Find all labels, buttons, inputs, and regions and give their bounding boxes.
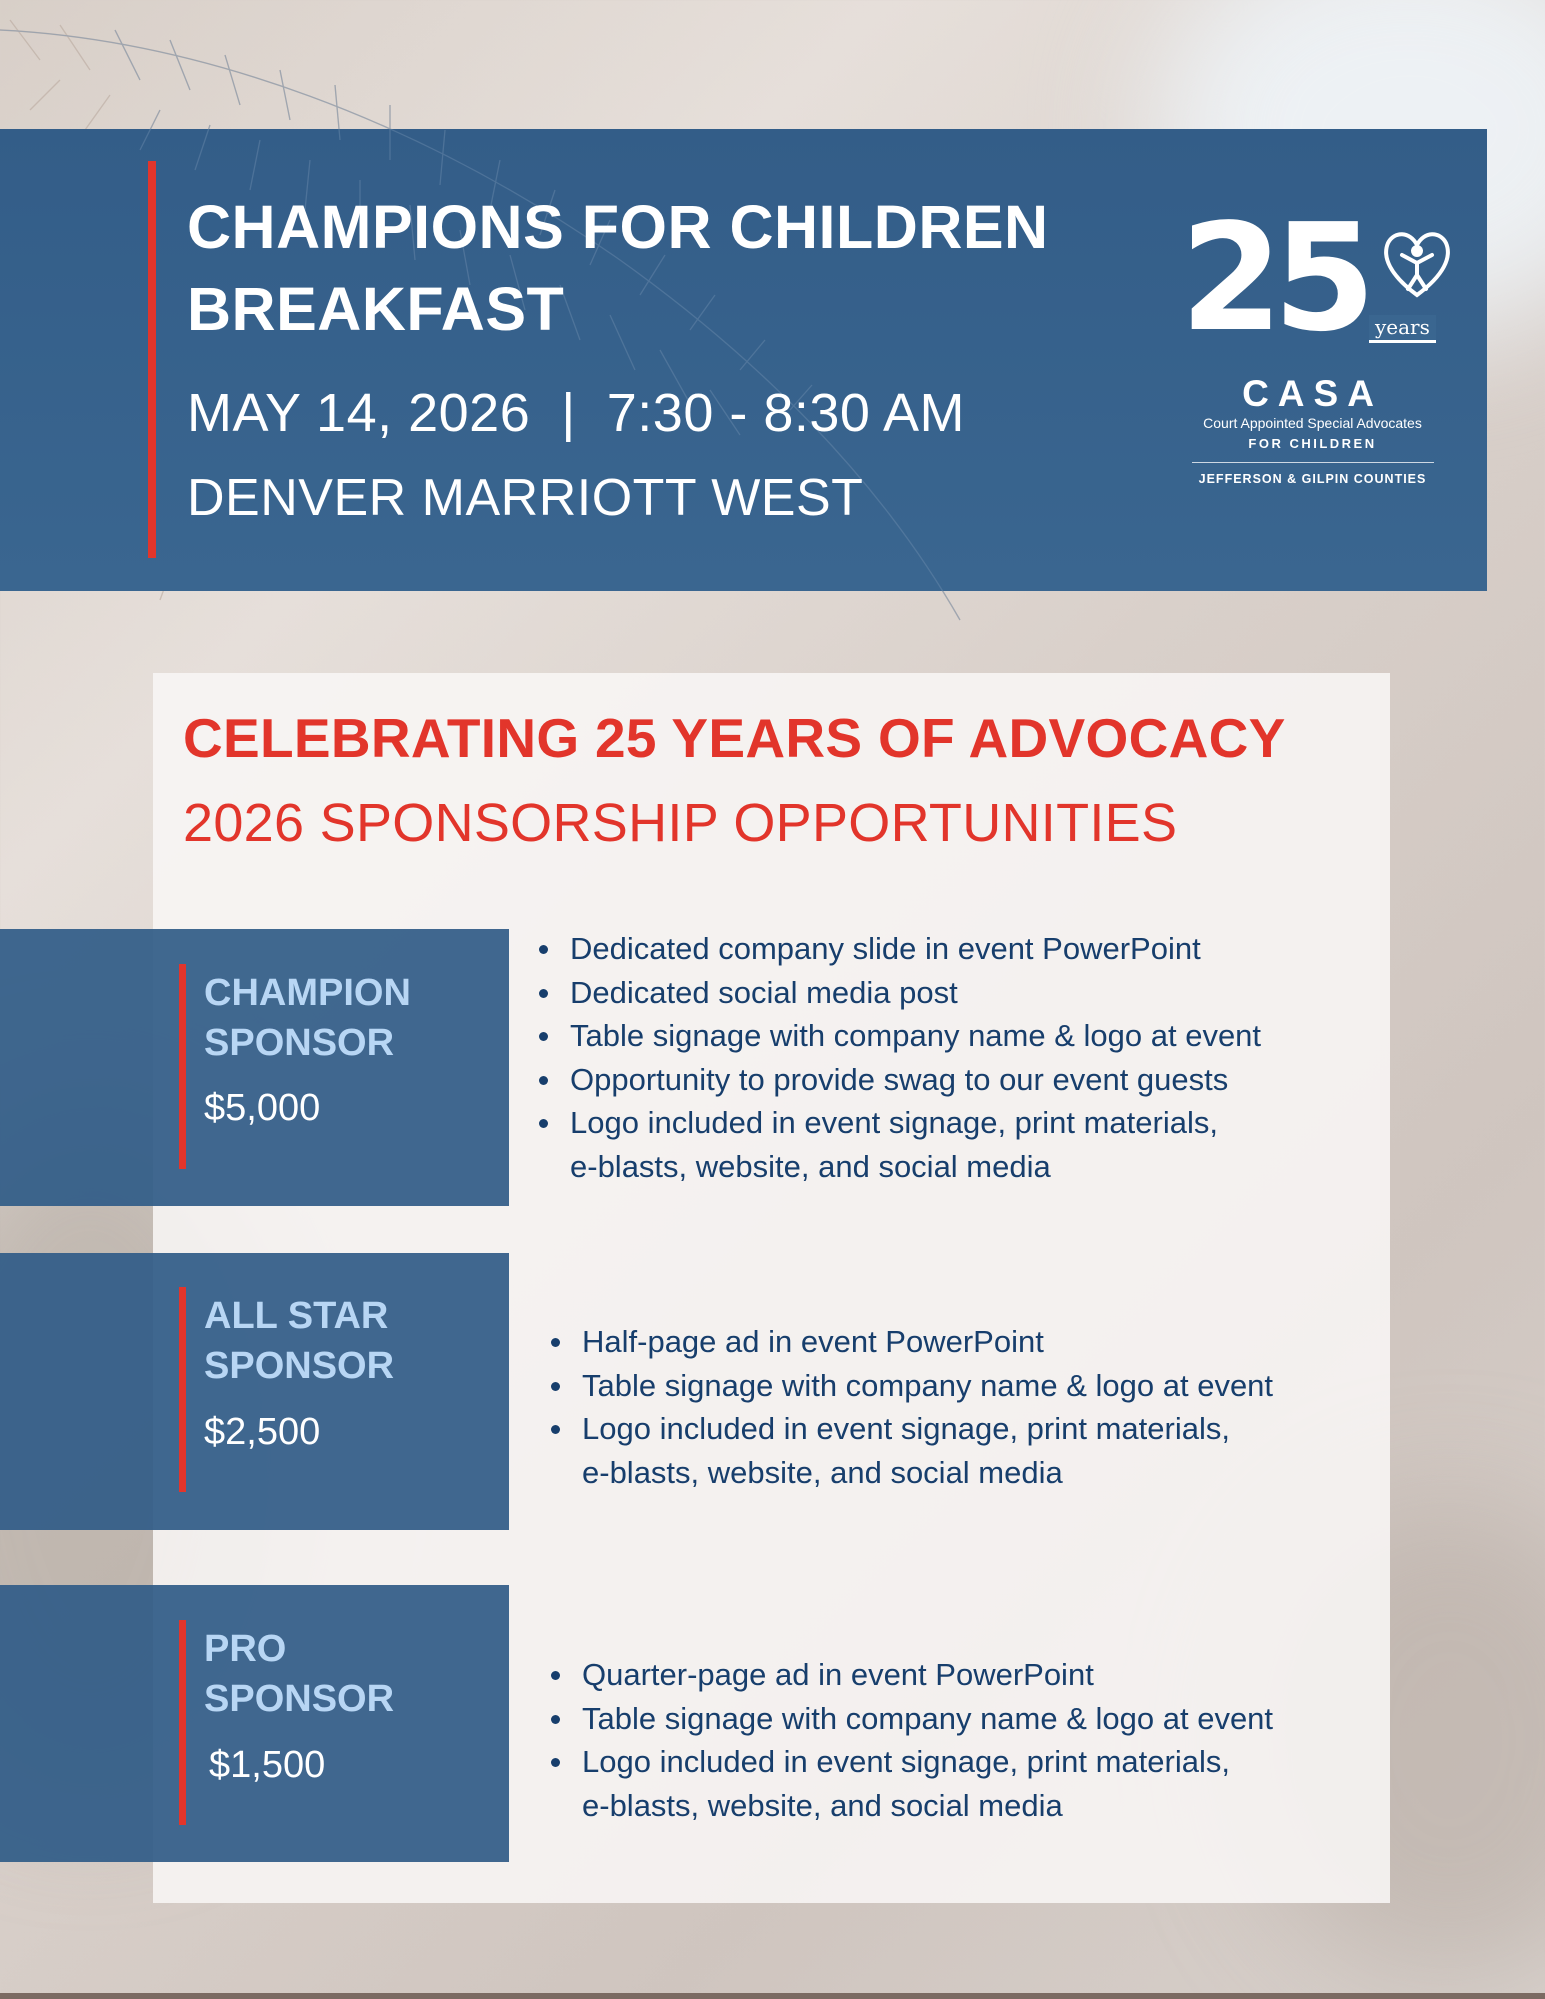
tier-accent-bar (179, 1287, 186, 1492)
tier-accent-bar (179, 1620, 186, 1825)
event-date-time: MAY 14, 2026 | 7:30 - 8:30 AM (187, 383, 965, 443)
benefit-list-all-star (547, 1320, 1273, 1494)
tier-name-line: ALL STAR (204, 1295, 389, 1337)
tier-name-line: PRO (204, 1628, 287, 1670)
benefit-list-champion (535, 927, 1261, 1188)
logo-full-name: Court Appointed Special Advocates (1203, 415, 1422, 431)
headline: CELEBRATING 25 YEARS OF ADVOCACY (183, 707, 1286, 769)
logo-casa-name: CASA (1242, 373, 1383, 414)
event-venue: DENVER MARRIOTT WEST (187, 469, 864, 527)
event-title-line: CHAMPIONS FOR CHILDREN (187, 193, 1049, 261)
logo-years-label: years (1369, 315, 1436, 343)
event-title (187, 186, 1167, 350)
benefit-item: Opportunity to provide swag to our event guests (535, 1058, 1261, 1102)
tier-name-pro (204, 1624, 394, 1724)
benefit-item: Logo included in event signage, print materials, (547, 1740, 1273, 1784)
tier-price-all-star: $2,500 (204, 1411, 321, 1453)
logo-for-children: FOR CHILDREN (1248, 436, 1377, 451)
benefit-item: Table signage with company name & logo at event (547, 1364, 1273, 1408)
tier-name-line: SPONSOR (204, 1678, 395, 1720)
benefit-item: Table signage with company name & logo at event (547, 1697, 1273, 1741)
logo-25-number: 25 (1180, 192, 1366, 364)
benefit-item: Logo included in event signage, print materials, (547, 1407, 1273, 1451)
benefit-item: Dedicated social media post (535, 971, 1261, 1015)
casa-25-years-logo (1180, 192, 1460, 495)
heart-child-icon (1380, 225, 1454, 301)
tier-name-line: CHAMPION (204, 972, 411, 1014)
tier-price-champion: $5,000 (204, 1087, 321, 1129)
benefit-item: Logo included in event signage, print materials, (535, 1101, 1261, 1145)
tier-name-all-star (204, 1291, 394, 1391)
logo-divider (1192, 462, 1434, 463)
benefit-item-continuation: e-blasts, website, and social media (582, 1454, 1063, 1490)
tier-name-line: SPONSOR (204, 1022, 395, 1064)
benefit-item: Half-page ad in event PowerPoint (547, 1320, 1273, 1364)
bottom-edge-strip (0, 1993, 1545, 1999)
benefit-item-continuation: e-blasts, website, and social media (582, 1787, 1063, 1823)
header-accent-bar (148, 161, 156, 558)
event-title-line: BREAKFAST (187, 275, 565, 343)
benefit-item: Table signage with company name & logo at event (535, 1014, 1261, 1058)
benefit-item: Quarter-page ad in event PowerPoint (547, 1653, 1273, 1697)
benefit-item: Dedicated company slide in event PowerPoint (535, 927, 1261, 971)
benefit-item-continuation: e-blasts, website, and social media (570, 1148, 1051, 1184)
tier-price-pro: $1,500 (209, 1744, 326, 1786)
logo-counties: JEFFERSON & GILPIN COUNTIES (1198, 472, 1427, 486)
tier-name-champion (204, 968, 411, 1068)
benefit-list-pro (547, 1653, 1273, 1827)
tier-accent-bar (179, 964, 186, 1169)
subheadline: 2026 SPONSORSHIP OPPORTUNITIES (183, 793, 1178, 853)
tier-name-line: SPONSOR (204, 1345, 395, 1387)
